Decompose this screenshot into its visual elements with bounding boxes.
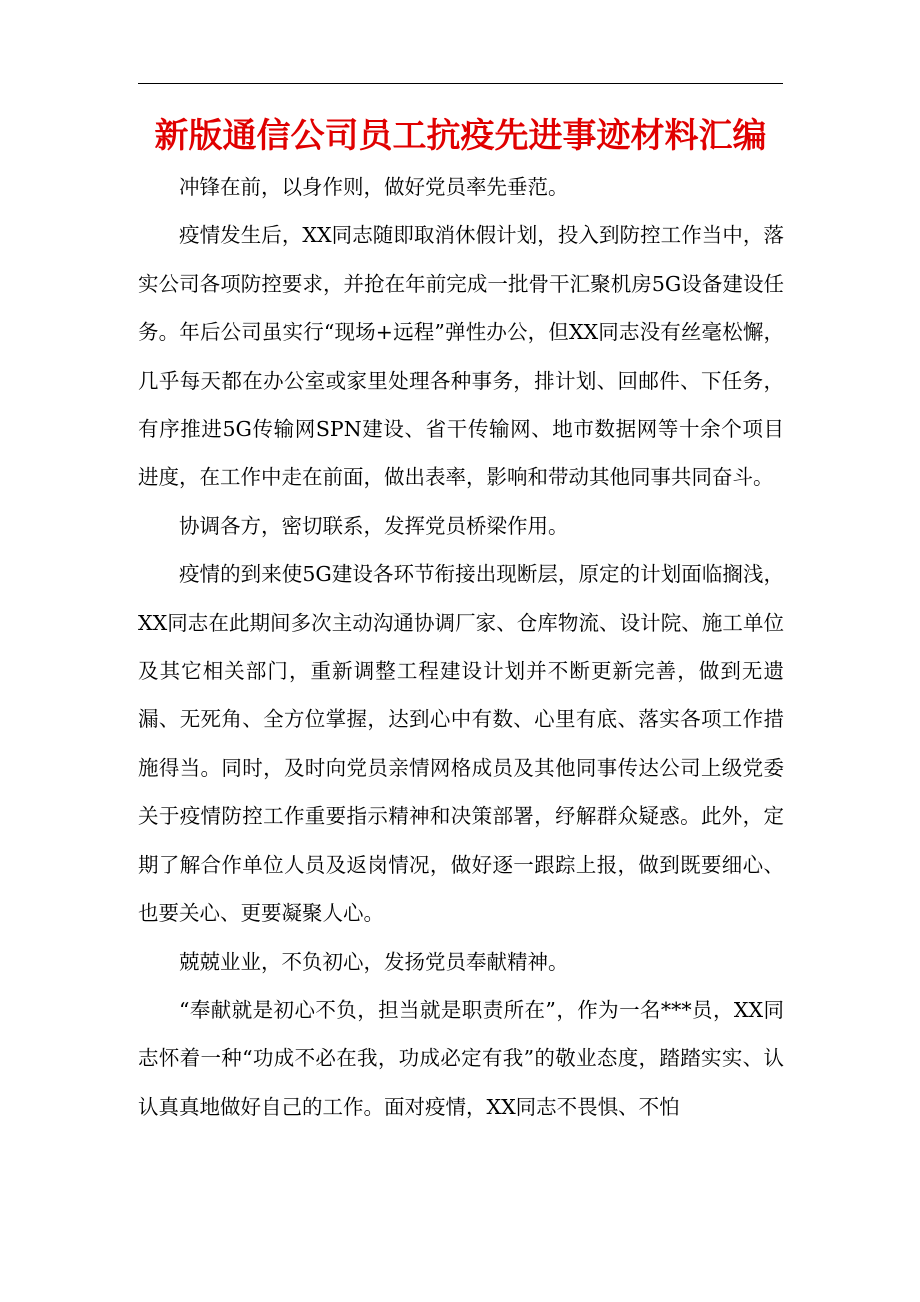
document-title: 新版通信公司员工抗疫先进事迹材料汇编: [154, 116, 767, 156]
header-rule: [138, 83, 783, 84]
section-heading-coordination: 协调各方，密切联系，发挥党员桥梁作用。: [179, 513, 569, 538]
section-heading-vanguard: 冲锋在前，以身作则，做好党员率先垂范。: [179, 175, 569, 199]
paragraph-vanguard: 疫情发生后，XX同志随即取消休假计划，投入到防控工作当中，落实公司各项防控要求，并抢在年前完成一批骨干汇聚机房5G设备建设任务。年后公司虽实行“现场+远程”弹性办公，但XX同志没有丝毫松懈，几乎每天都在办公室或家里处理各种事务，排计划、回邮件、下任务，有序推进5G传输网SPN建设、省干传输网、地市数据网等十余个项目进度，在工作中走在前面，做出表率，影响和带动其他同事共同奋斗。: [138, 223, 784, 490]
section-heading-dedication: 兢兢业业，不负初心，发扬党员奉献精神。: [179, 949, 569, 974]
paragraph-coordination: 疫情的到来使5G建设各环节衔接出现断层，原定的计划面临搁浅，XX同志在此期间多次主动沟通协调厂家、仓库物流、设计院、施工单位及其它相关部门，重新调整工程建设计划并不断更新完善，做到无遗漏、无死角、全方位掌握，达到心中有数、心里有底、落实各项工作措施得当。同时，及时向党员亲情网格成员及其他同事传达公司上级党委关于疫情防控工作重要指示精神和决策部署，纾解群众疑惑。此外，定期了解合作单位人员及返岗情况，做好逐一跟踪上报，做到既要细心、也要关心、更要凝聚人心。: [138, 562, 784, 926]
paragraph-dedication: “奉献就是初心不负，担当就是职责所在”，作为一名***员，XX同志怀着一种“功成不必在我，功成必定有我”的敬业态度，踏踏实实、认认真真地做好自己的工作。面对疫情，XX同志不畏惧、不怕: [138, 997, 784, 1119]
document-body: [138, 163, 784, 1131]
